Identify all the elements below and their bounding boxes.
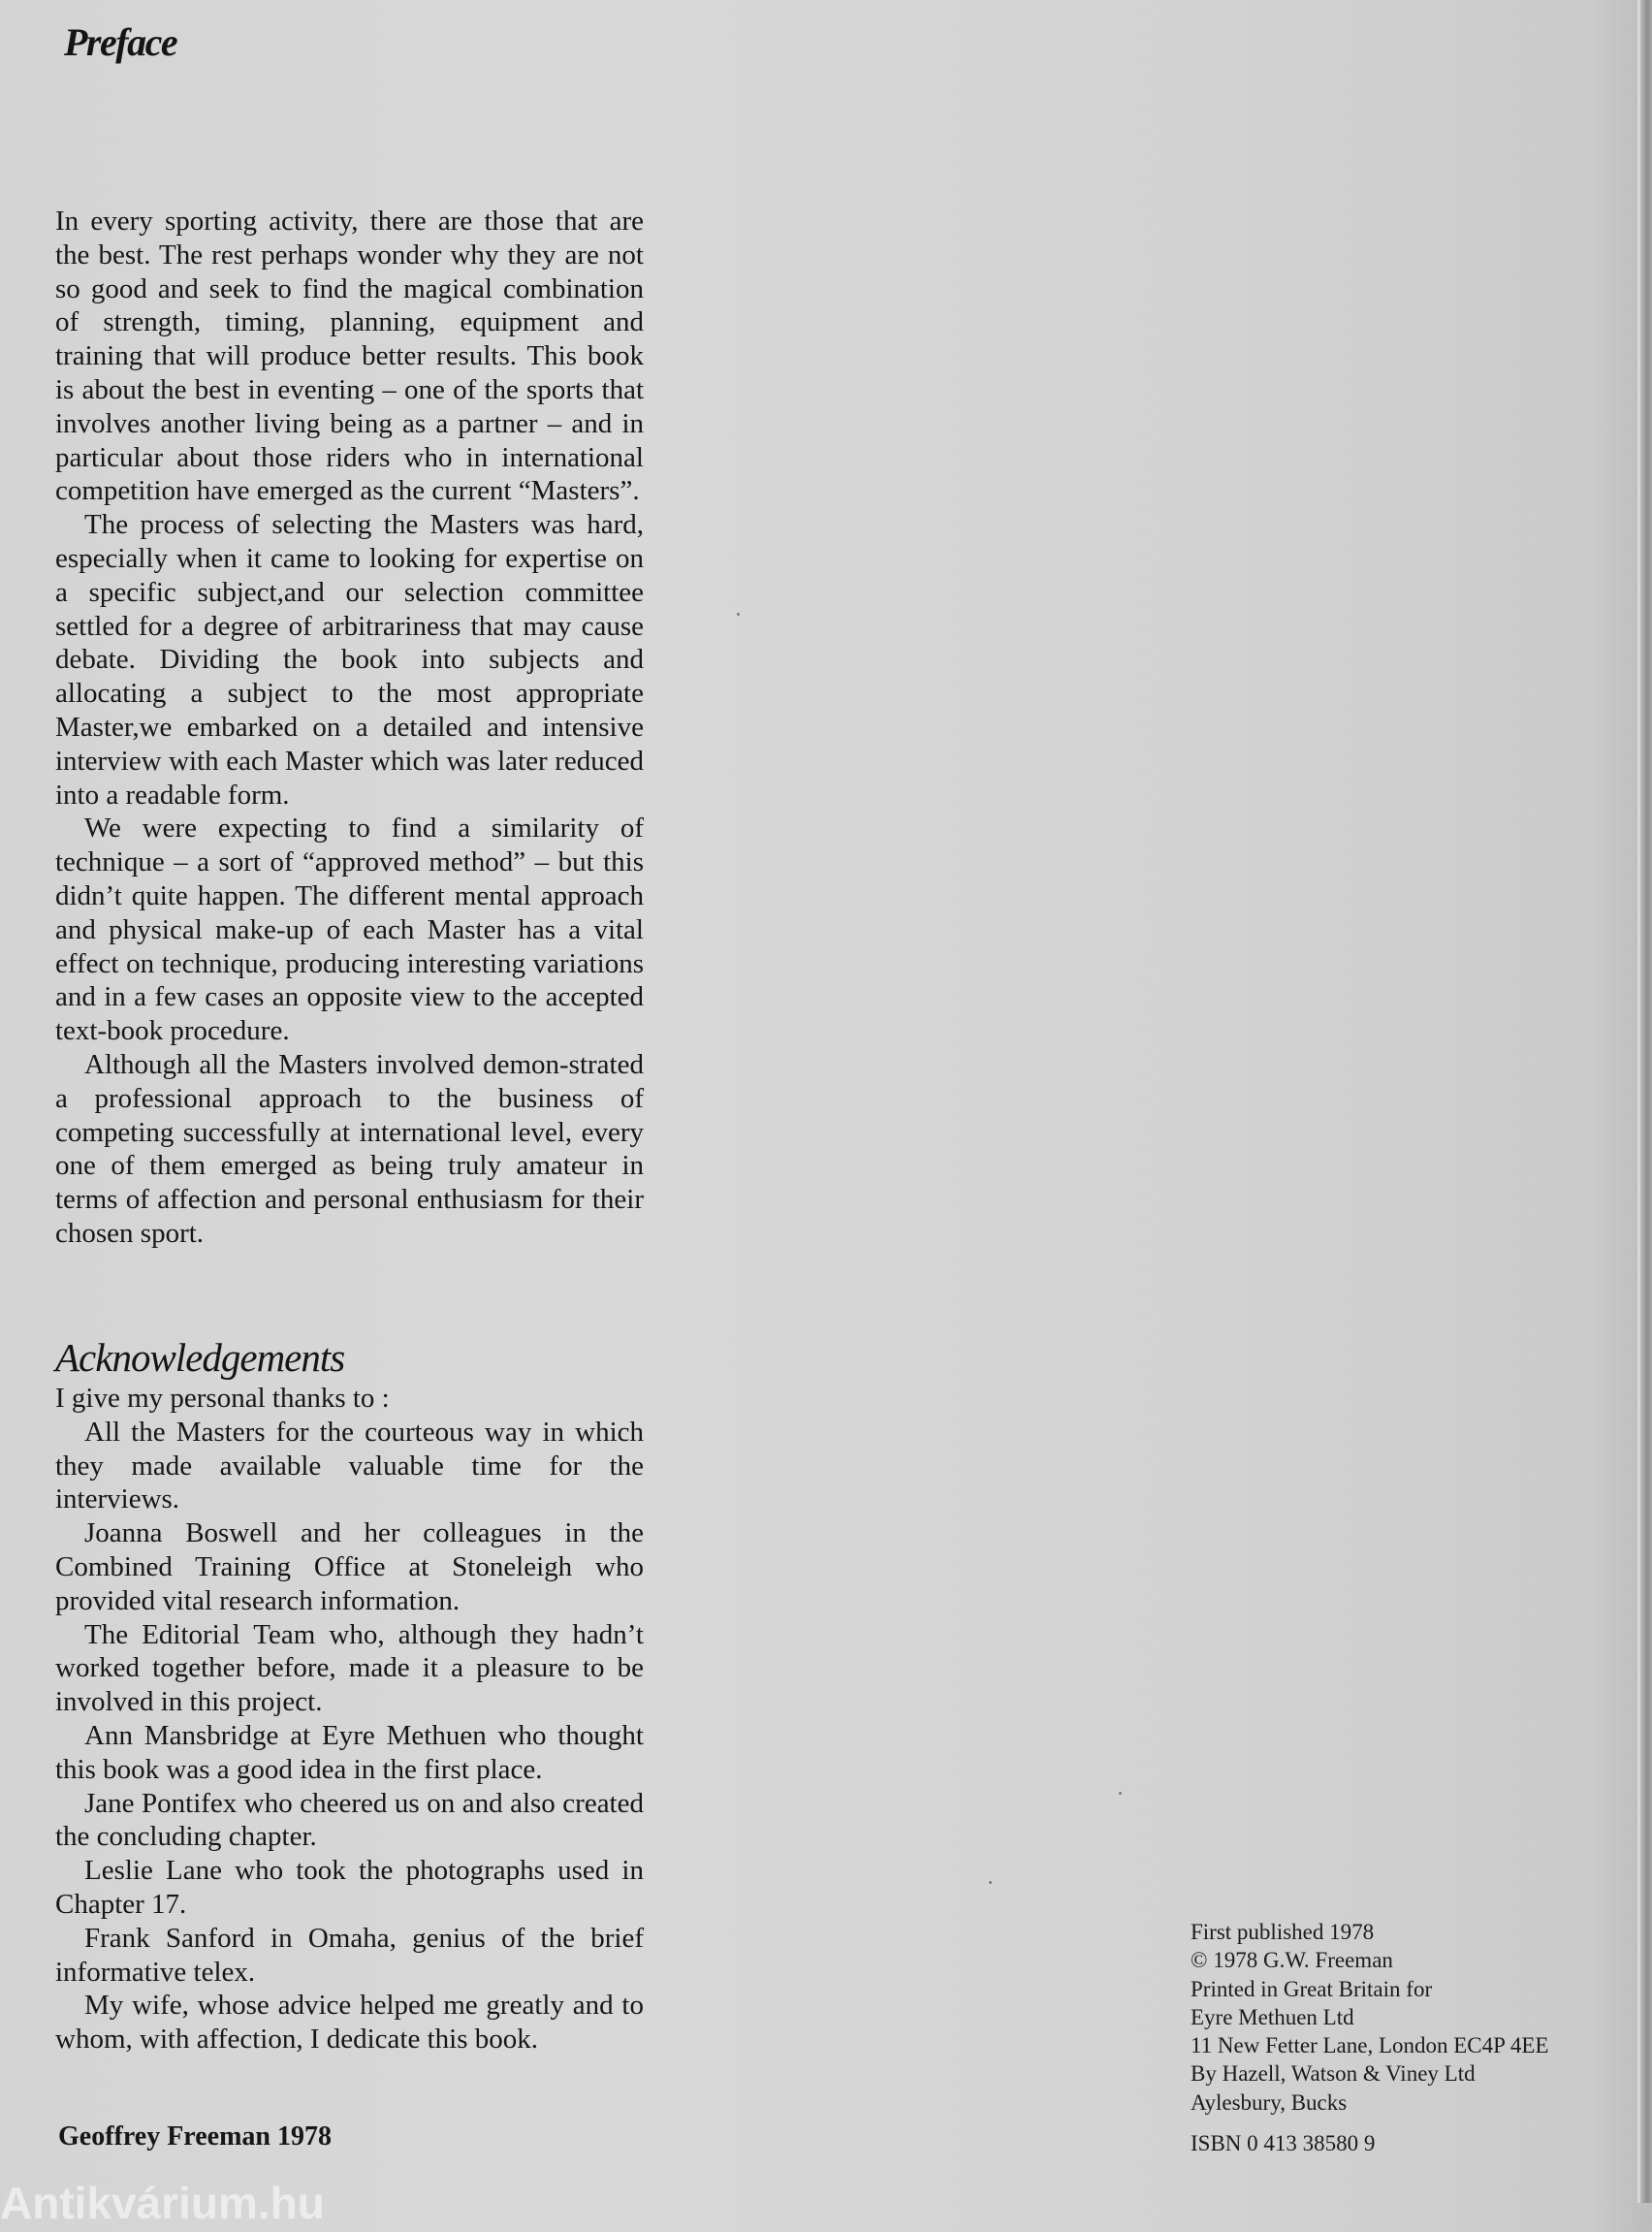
watermark: Antikvárium.hu [0, 2178, 325, 2228]
preface-paragraph-1: In every sporting activity, there are those that are the best. The rest perhaps wonder why they are not so good and seek to find the magical combination of strength, timing, planning, equipment and training that will produce better results. This book is about the best in eventing – one of the sports that involves another living being as a partner – and in particular about those riders who in international competition have emerged as the current “Masters”. [55, 206, 644, 507]
acknowledgement-item-1: All the Masters for the courteous way in which they made available valuable time for the interviews. [55, 1416, 644, 1515]
preface-paragraph-4: Although all the Masters involved demon-strated a professional approach to the business of competing successfully at international level, every one of them emerged as being truly amateur in terms of affection and personal enthusiasm for their chosen sport. [55, 1048, 644, 1249]
acknowledgements-intro: I give my personal thanks to : [55, 1383, 390, 1414]
preface-title: Preface [64, 20, 177, 64]
acknowledgement-item-4: Ann Mansbridge at Eyre Methuen who thought this book was a good idea in the first place. [55, 1719, 644, 1785]
acknowledgement-item-8: My wife, whose advice helped me greatly and to whom, with affection, I dedicate this book. [55, 1990, 644, 2056]
paper-speck [737, 613, 740, 616]
page-edge [1640, 0, 1652, 2203]
imprint-line-printed-in: Printed in Great Britain for [1191, 1976, 1433, 2001]
paper-speck [1119, 1792, 1122, 1795]
preface-body [55, 205, 644, 1251]
acknowledgements-heading: Acknowledgements [55, 1335, 345, 1380]
imprint-line-printer: By Hazell, Watson & Viney Ltd [1191, 2061, 1476, 2087]
imprint-line-first-published: First published 1978 [1191, 1920, 1375, 1944]
publication-imprint [1191, 1918, 1548, 2117]
imprint-line-publisher: Eyre Methuen Ltd [1191, 2004, 1354, 2029]
author-signature: Geoffrey Freeman 1978 [58, 2121, 332, 2152]
acknowledgement-item-6: Leslie Lane who took the photographs used in Chapter 17. [55, 1855, 644, 1920]
imprint-line-copyright: © 1978 G.W. Freeman [1191, 1948, 1393, 1973]
preface-paragraph-3: We were expecting to find a similarity of technique – a sort of “approved method” – but this didn’t quite happen. The different mental approach and physical make-up of each Master has a vital effect on technique, producing interesting variations and in a few cases an opposite view to the accepted text-book procedure. [55, 813, 644, 1047]
imprint-line-printer-location: Aylesbury, Bucks [1191, 2089, 1348, 2115]
imprint-line-address: 11 New Fetter Lane, London EC4P 4EE [1191, 2033, 1549, 2058]
acknowledgements-section [55, 1333, 644, 2057]
acknowledgement-item-7: Frank Sanford in Omaha, genius of the brief informative telex. [55, 1922, 644, 1988]
isbn: ISBN 0 413 38580 9 [1191, 2131, 1376, 2155]
preface-paragraph-2: The process of selecting the Masters was hard, especially when it came to looking for expertise on a specific subject,and our selection committee settled for a degree of arbitrariness that may cause debate. Dividing the book into subjects and allocating a subject to the most appropriate Master,we embarked on a detailed and intensive interview with each Master which was later reduced into a readable form. [55, 509, 644, 811]
acknowledgement-item-2: Joanna Boswell and her colleagues in the Combined Training Office at Stoneleigh who provided vital research information. [55, 1517, 644, 1616]
paper-speck [989, 1881, 992, 1884]
acknowledgement-item-5: Jane Pontifex who cheered us on and also created the concluding chapter. [55, 1787, 644, 1853]
acknowledgement-item-3: The Editorial Team who, although they hadn’t worked together before, made it a pleasure to be involved in this project. [55, 1618, 644, 1718]
